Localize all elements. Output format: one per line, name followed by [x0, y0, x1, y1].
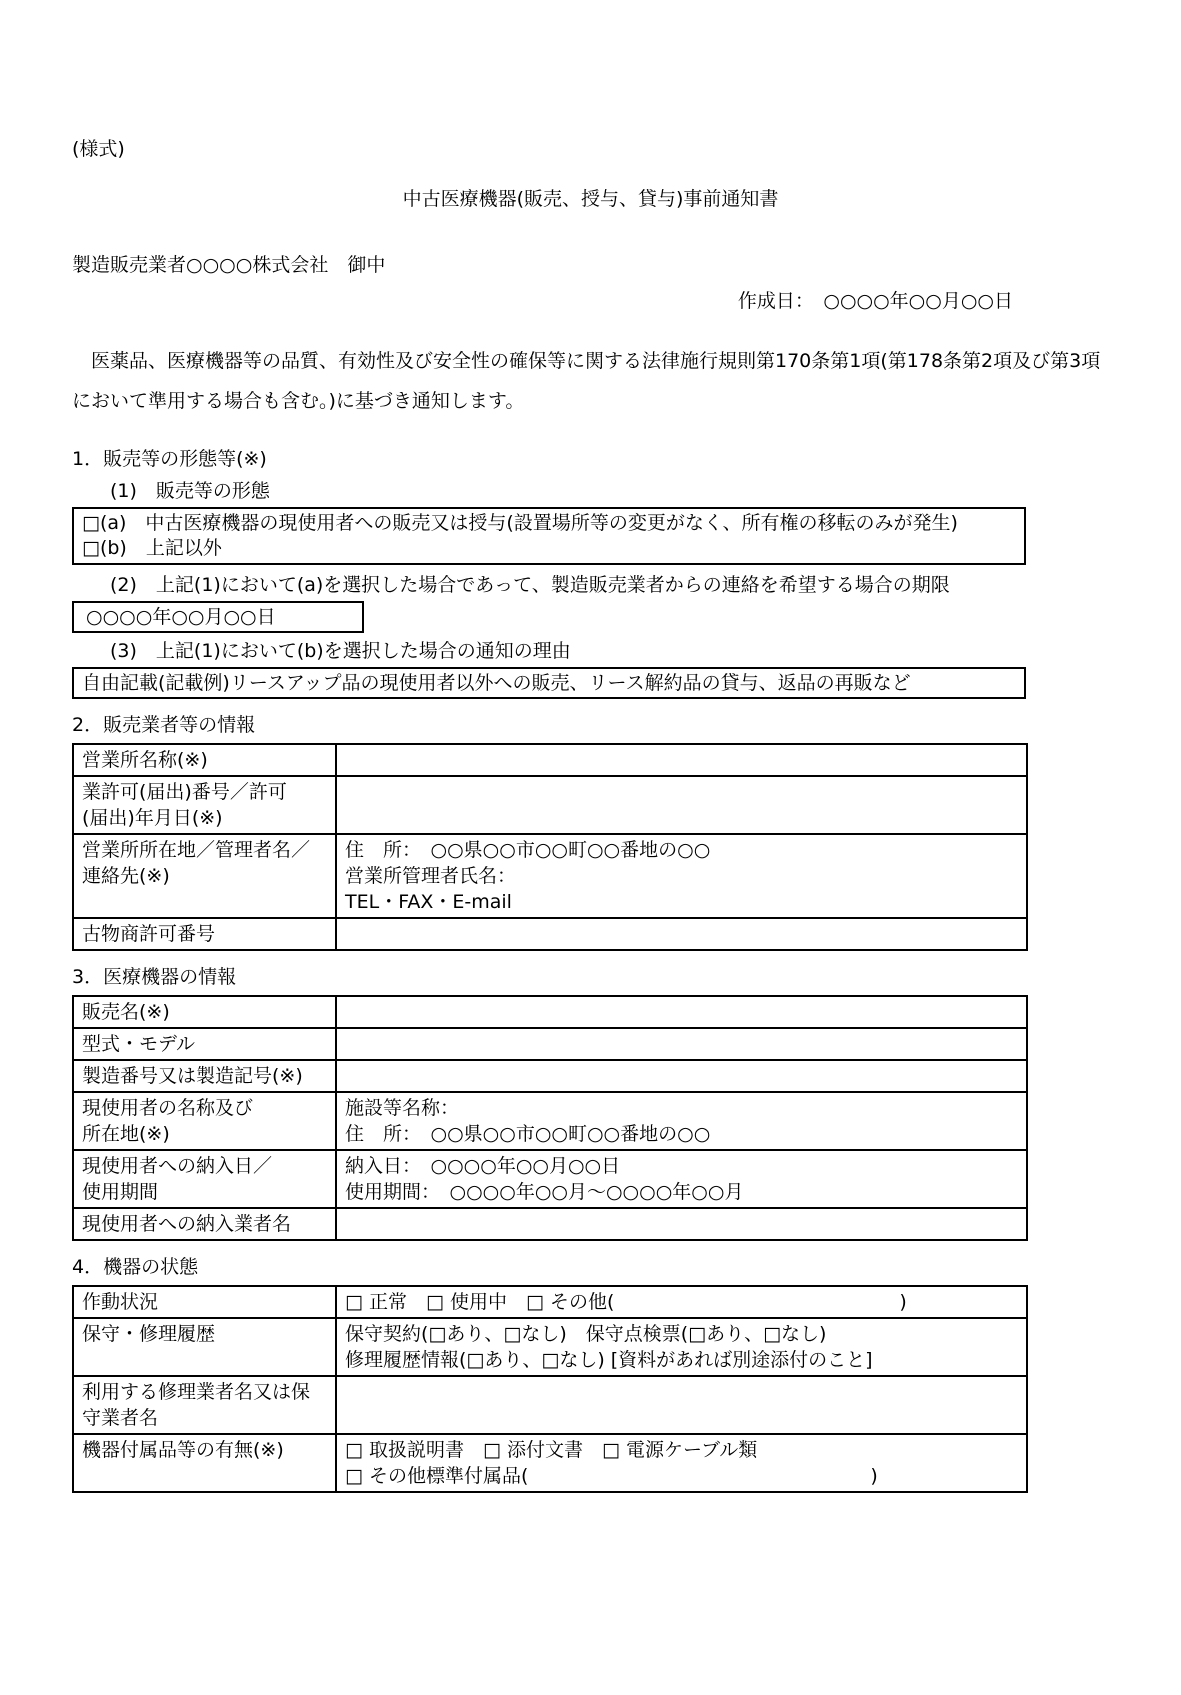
section1-item2-label: (2) 上記(1)において(a)を選択した場合であって、製造販売業者からの連絡を希望する場合の期限	[110, 574, 950, 596]
notification-reason-field[interactable]: 自由記載(記載例)リースアップ品の現使用者以外への販売、リース解約品の貸与、返品の再販など	[72, 667, 1026, 699]
contact-deadline-field[interactable]: ○○○○年○○月○○日	[72, 601, 364, 633]
row-label: 製造番号又は製造記号(※)	[73, 1060, 336, 1092]
accessories-field[interactable]	[336, 1434, 1027, 1492]
antique-license-field[interactable]	[336, 918, 1027, 950]
section4-heading: 4．機器の状態	[72, 1256, 199, 1278]
table-row-office-address	[73, 834, 1027, 918]
row-label: 営業所名称(※)	[73, 744, 336, 776]
facility-address-line[interactable]: 住 所： ○○県○○市○○町○○番地の○○	[345, 1123, 711, 1145]
current-user-field[interactable]	[336, 1092, 1027, 1150]
row-label-line: 守業者名	[82, 1407, 159, 1429]
row-label: 型式・モデル	[73, 1028, 336, 1060]
row-label	[73, 776, 336, 834]
row-label	[73, 1150, 336, 1208]
addressee-line: 製造販売業者○○○○株式会社 御中	[72, 254, 386, 276]
address-line[interactable]: 住 所： ○○県○○市○○町○○番地の○○	[345, 839, 711, 861]
row-label-line: 業許可(届出)番号／許可	[82, 781, 287, 803]
delivery-field[interactable]	[336, 1150, 1027, 1208]
table-row-serial-number	[73, 1060, 1027, 1092]
format-label: (様式)	[72, 138, 125, 160]
table-row-license-number	[73, 776, 1027, 834]
row-label-line: 使用期間	[82, 1181, 159, 1203]
table-row-antique-license	[73, 918, 1027, 950]
sales-name-field[interactable]	[336, 996, 1027, 1028]
table-row-sales-name	[73, 996, 1027, 1028]
row-label	[73, 834, 336, 918]
row-label: 機器付属品等の有無(※)	[73, 1434, 336, 1492]
row-label-line: 利用する修理業者名又は保	[82, 1381, 311, 1403]
section2-heading: 2．販売業者等の情報	[72, 714, 256, 736]
serial-number-field[interactable]	[336, 1060, 1027, 1092]
sale-form-options-box	[72, 507, 1026, 565]
table-row-operation-status	[73, 1286, 1027, 1318]
row-label: 販売名(※)	[73, 996, 336, 1028]
table-row-delivery	[73, 1150, 1027, 1208]
creation-date: 作成日： ○○○○年○○月○○日	[737, 290, 1013, 312]
row-label: 作動状況	[73, 1286, 336, 1318]
usage-period-line[interactable]: 使用期間： ○○○○年○○月～○○○○年○○月	[345, 1181, 744, 1203]
facility-name-line[interactable]: 施設等名称：	[345, 1097, 460, 1119]
row-label: 保守・修理履歴	[73, 1318, 336, 1376]
other-accessories-checkbox-line[interactable]: □ その他標準付属品( )	[345, 1465, 878, 1487]
row-label-line: 現使用者の名称及び	[82, 1097, 254, 1119]
table-row-supplier	[73, 1208, 1027, 1240]
section1-heading: 1．販売等の形態等(※)	[72, 448, 267, 470]
table-row-model	[73, 1028, 1027, 1060]
row-label-line: 所在地(※)	[82, 1123, 170, 1145]
option-b-checkbox-line[interactable]: □(b) 上記以外	[82, 537, 222, 559]
device-info-table	[72, 995, 1028, 1241]
operation-status-checkbox-line[interactable]: □ 正常 □ 使用中 □ その他( )	[336, 1286, 1027, 1318]
table-row-repair-company	[73, 1376, 1027, 1434]
row-label-line: 連絡先(※)	[82, 865, 170, 887]
row-label	[73, 1376, 336, 1434]
option-a-checkbox-line[interactable]: □(a) 中古医療機器の現使用者への販売又は授与(設置場所等の変更がなく、所有権の移転のみが発生)	[82, 512, 958, 534]
row-label: 古物商許可番号	[73, 918, 336, 950]
manager-name-line[interactable]: 営業所管理者氏名：	[345, 865, 517, 887]
model-field[interactable]	[336, 1028, 1027, 1060]
maintenance-contract-checkbox-line[interactable]: 保守契約(□あり、□なし) 保守点検票(□あり、□なし)	[345, 1323, 827, 1345]
intro-paragraph: 医薬品、医療機器等の品質、有効性及び安全性の確保等に関する法律施行規則第170条第1項(第178条第2項及び第3項において準用する場合も含む。)に基づき通知します。	[72, 350, 1101, 412]
maintenance-history-field[interactable]	[336, 1318, 1027, 1376]
row-label-line: 現使用者への納入日／	[82, 1155, 273, 1177]
accessories-checkbox-line[interactable]: □ 取扱説明書 □ 添付文書 □ 電源ケーブル類	[345, 1439, 758, 1461]
table-row-office-name	[73, 744, 1027, 776]
section1-item1-label: (1) 販売等の形態	[110, 480, 270, 502]
row-label: 現使用者への納入業者名	[73, 1208, 336, 1240]
license-number-field[interactable]	[336, 776, 1027, 834]
row-label	[73, 1092, 336, 1150]
table-row-accessories	[73, 1434, 1027, 1492]
section3-heading: 3．医療機器の情報	[72, 966, 237, 988]
repair-company-field[interactable]	[336, 1376, 1027, 1434]
office-name-field[interactable]	[336, 744, 1027, 776]
supplier-name-field[interactable]	[336, 1208, 1027, 1240]
device-condition-table	[72, 1285, 1028, 1493]
document-title: 中古医療機器(販売、授与、貸与)事前通知書	[402, 188, 779, 210]
row-label-line: 営業所所在地／管理者名／	[82, 839, 311, 861]
table-row-current-user	[73, 1092, 1027, 1150]
contact-line[interactable]: TEL・FAX・E-mail	[345, 891, 512, 913]
office-address-field[interactable]	[336, 834, 1027, 918]
seller-info-table	[72, 743, 1028, 951]
section1-item3-label: (3) 上記(1)において(b)を選択した場合の通知の理由	[110, 640, 571, 662]
repair-history-checkbox-line[interactable]: 修理履歴情報(□あり、□なし) [資料があれば別途添付のこと]	[345, 1349, 873, 1371]
delivery-date-line[interactable]: 納入日： ○○○○年○○月○○日	[345, 1155, 621, 1177]
row-label-line: (届出)年月日(※)	[82, 807, 223, 829]
table-row-maintenance-history	[73, 1318, 1027, 1376]
